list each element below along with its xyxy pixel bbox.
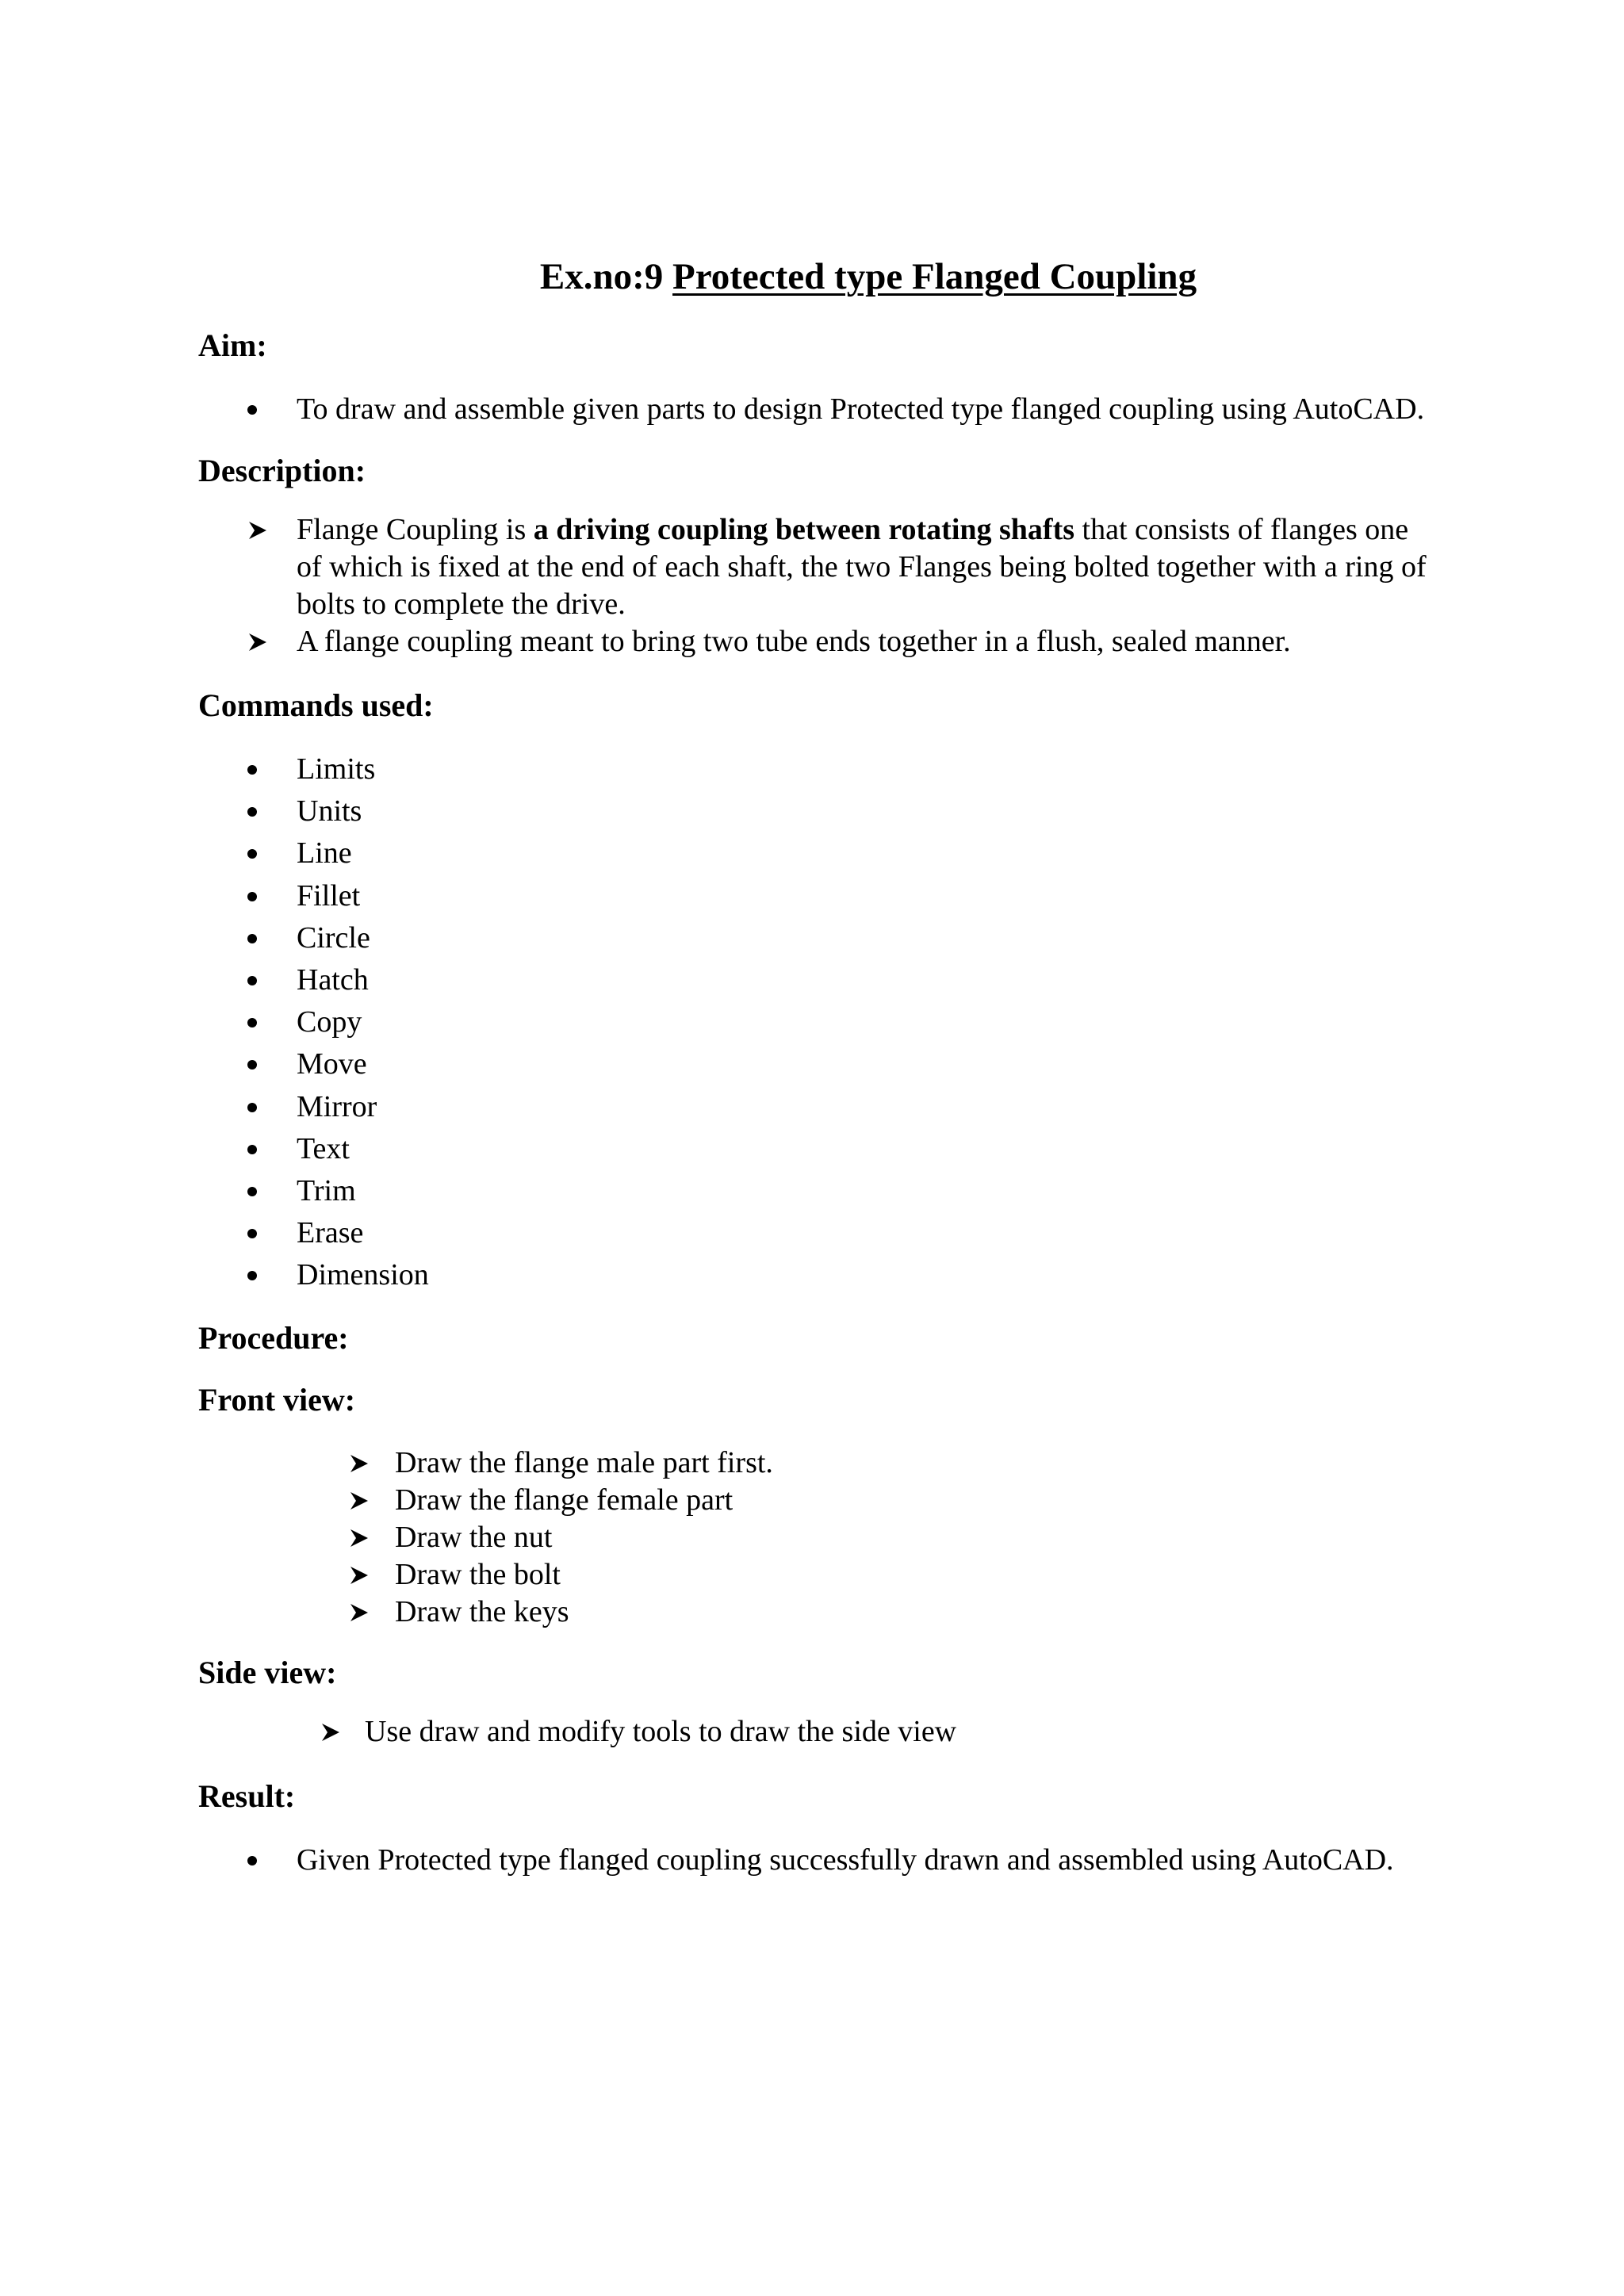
command-item: Units: [0, 790, 1624, 832]
bullet-icon: [247, 1060, 257, 1070]
command-item: Circle: [0, 917, 1624, 959]
arrow-bullet-icon: [247, 520, 268, 541]
bullet-icon: [247, 1187, 257, 1196]
aim-heading: Aim:: [198, 327, 267, 363]
command-item: Mirror: [0, 1086, 1624, 1128]
bullet-icon: [247, 1103, 257, 1112]
procedure-heading: Procedure:: [198, 1320, 349, 1356]
front-view-item: Draw the keys: [395, 1595, 569, 1628]
bullet-icon: [247, 1145, 257, 1154]
description-item-1: Flange Coupling is a driving coupling between rotating shafts that consists of flanges one of which is fixed at the end of each shaft, the two Flanges being bolted together with a ring of bolts to complete the drive.: [297, 513, 1427, 621]
bullet-icon: [247, 765, 257, 775]
command-item: Trim: [0, 1170, 1624, 1212]
front-view-item: Draw the flange female part: [395, 1483, 733, 1517]
bullet-icon: [247, 934, 257, 943]
command-item: Line: [0, 832, 1624, 874]
command-item: Fillet: [0, 875, 1624, 917]
bullet-icon: [247, 1229, 257, 1238]
result-item: Given Protected type flanged coupling successfully drawn and assembled using AutoCAD.: [0, 1839, 1624, 1881]
description-heading: Description:: [198, 453, 366, 488]
command-item: Copy: [0, 1001, 1624, 1043]
side-view-heading: Side view:: [198, 1655, 337, 1690]
arrow-bullet-icon: [320, 1722, 341, 1743]
arrow-bullet-icon: [247, 632, 268, 652]
bullet-icon: [247, 849, 257, 859]
bullet-icon: [247, 807, 257, 817]
exercise-topic: Protected type Flanged Coupling: [672, 256, 1197, 297]
bullet-icon: [247, 1856, 257, 1866]
bullet-icon: [247, 892, 257, 901]
command-item: Hatch: [0, 959, 1624, 1001]
bullet-icon: [247, 976, 257, 985]
side-view-item: Use draw and modify tools to draw the side view: [365, 1715, 957, 1748]
command-item: Dimension: [0, 1254, 1624, 1296]
arrow-bullet-icon: [349, 1602, 370, 1623]
arrow-bullet-icon: [349, 1453, 370, 1474]
command-item: Text: [0, 1128, 1624, 1170]
exercise-number: Ex.no:9: [539, 256, 664, 297]
page-title: [0, 255, 1624, 298]
front-view-item: Draw the nut: [395, 1521, 553, 1554]
commands-heading: Commands used:: [198, 687, 434, 723]
aim-item: To draw and assemble given parts to design Protected type flanged coupling using AutoCAD.: [0, 388, 1624, 430]
bullet-icon: [247, 1271, 257, 1280]
bullet-icon: [247, 1018, 257, 1027]
front-view-item: Draw the flange male part first.: [395, 1446, 773, 1479]
result-heading: Result:: [198, 1778, 296, 1814]
front-view-heading: Front view:: [198, 1382, 356, 1418]
arrow-bullet-icon: [349, 1565, 370, 1586]
command-item: Erase: [0, 1212, 1624, 1254]
arrow-bullet-icon: [349, 1528, 370, 1548]
description-item-2: A flange coupling meant to bring two tube ends together in a flush, sealed manner.: [297, 625, 1291, 658]
command-item: Move: [0, 1043, 1624, 1085]
front-view-item: Draw the bolt: [395, 1558, 561, 1591]
command-item: Limits: [0, 748, 1624, 790]
arrow-bullet-icon: [349, 1490, 370, 1511]
bullet-icon: [247, 405, 257, 415]
